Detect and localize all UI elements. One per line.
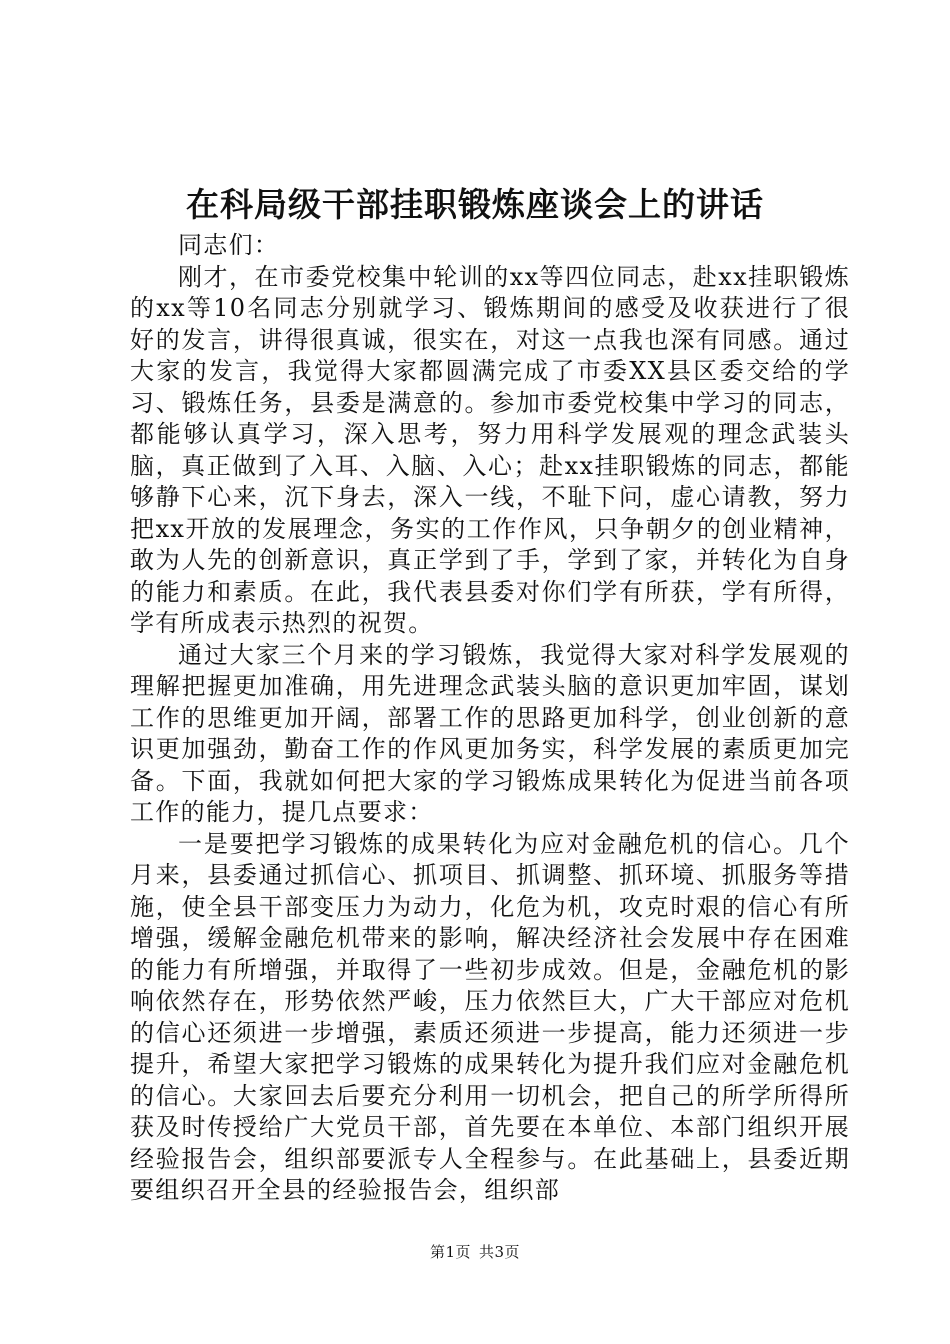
document-body (130, 230, 850, 1207)
paragraph-1: 刚才，在市委党校集中轮训的xx等四位同志，赴xx挂职锻炼的xx等10名同志分别就学习、锻炼期间的感受及收获进行了很好的发言，讲得很真诚，很实在，对这一点我也深有同感。通过大家的发言，我觉得大家都圆满完成了市委XX县区委交给的学习、锻炼任务，县委是满意的。参加市委党校集中学习的同志，都能够认真学习，深入思考，努力用科学发展观的理念武装头脑，真正做到了入耳、入脑、入心；赴xx挂职锻炼的同志，都能够静下心来，沉下身去，深入一线，不耻下问，虚心请教，努力把xx开放的发展理念，务实的工作作风，只争朝夕的创业精神，敢为人先的创新意识，真正学到了手，学到了家，并转化为自身的能力和素质。在此，我代表县委对你们学有所获，学有所得，学有所成表示热烈的祝贺。 (130, 262, 850, 637)
page-number: 第1页 (429, 1243, 471, 1261)
page-total: 共3页 (479, 1243, 521, 1261)
salutation: 同志们： (178, 231, 280, 259)
paragraph-2: 通过大家三个月来的学习锻炼，我觉得大家对科学发展观的理解把握更加准确，用先进理念武装头脑的意识更加牢固，谋划工作的思维更加开阔，部署工作的思路更加科学，创业创新的意识更加强劲，勤奋工作的作风更加务实，科学发展的素质更加完备。下面，我就如何把大家的学习锻炼成果转化为促进当前各项工作的能力，提几点要求： (130, 640, 850, 826)
document-title: 在科局级干部挂职锻炼座谈会上的讲话 (186, 185, 764, 224)
page-footer (0, 1242, 950, 1262)
paragraph-3: 一是要把学习锻炼的成果转化为应对金融危机的信心。几个月来，县委通过抓信心、抓项目、抓调整、抓环境、抓服务等措施，使全县干部变压力为动力，化危为机，攻克时艰的信心有所增强，缓解金融危机带来的影响，解决经济社会发展中存在困难的能力有所增强，并取得了一些初步成效。但是，金融危机的影响依然存在，形势依然严峻，压力依然巨大，广大干部应对危机的信心还须进一步增强，素质还须进一步提高，能力还须进一步提升，希望大家把学习锻炼的成果转化为提升我们应对金融危机的信心。大家回去后要充分利用一切机会，把自己的所学所得所获及时传授给广大党员干部，首先要在本单位、本部门组织开展经验报告会，组织部要派专人全程参与。在此基础上，县委近期要组织召开全县的经验报告会，组织部 (130, 829, 850, 1204)
